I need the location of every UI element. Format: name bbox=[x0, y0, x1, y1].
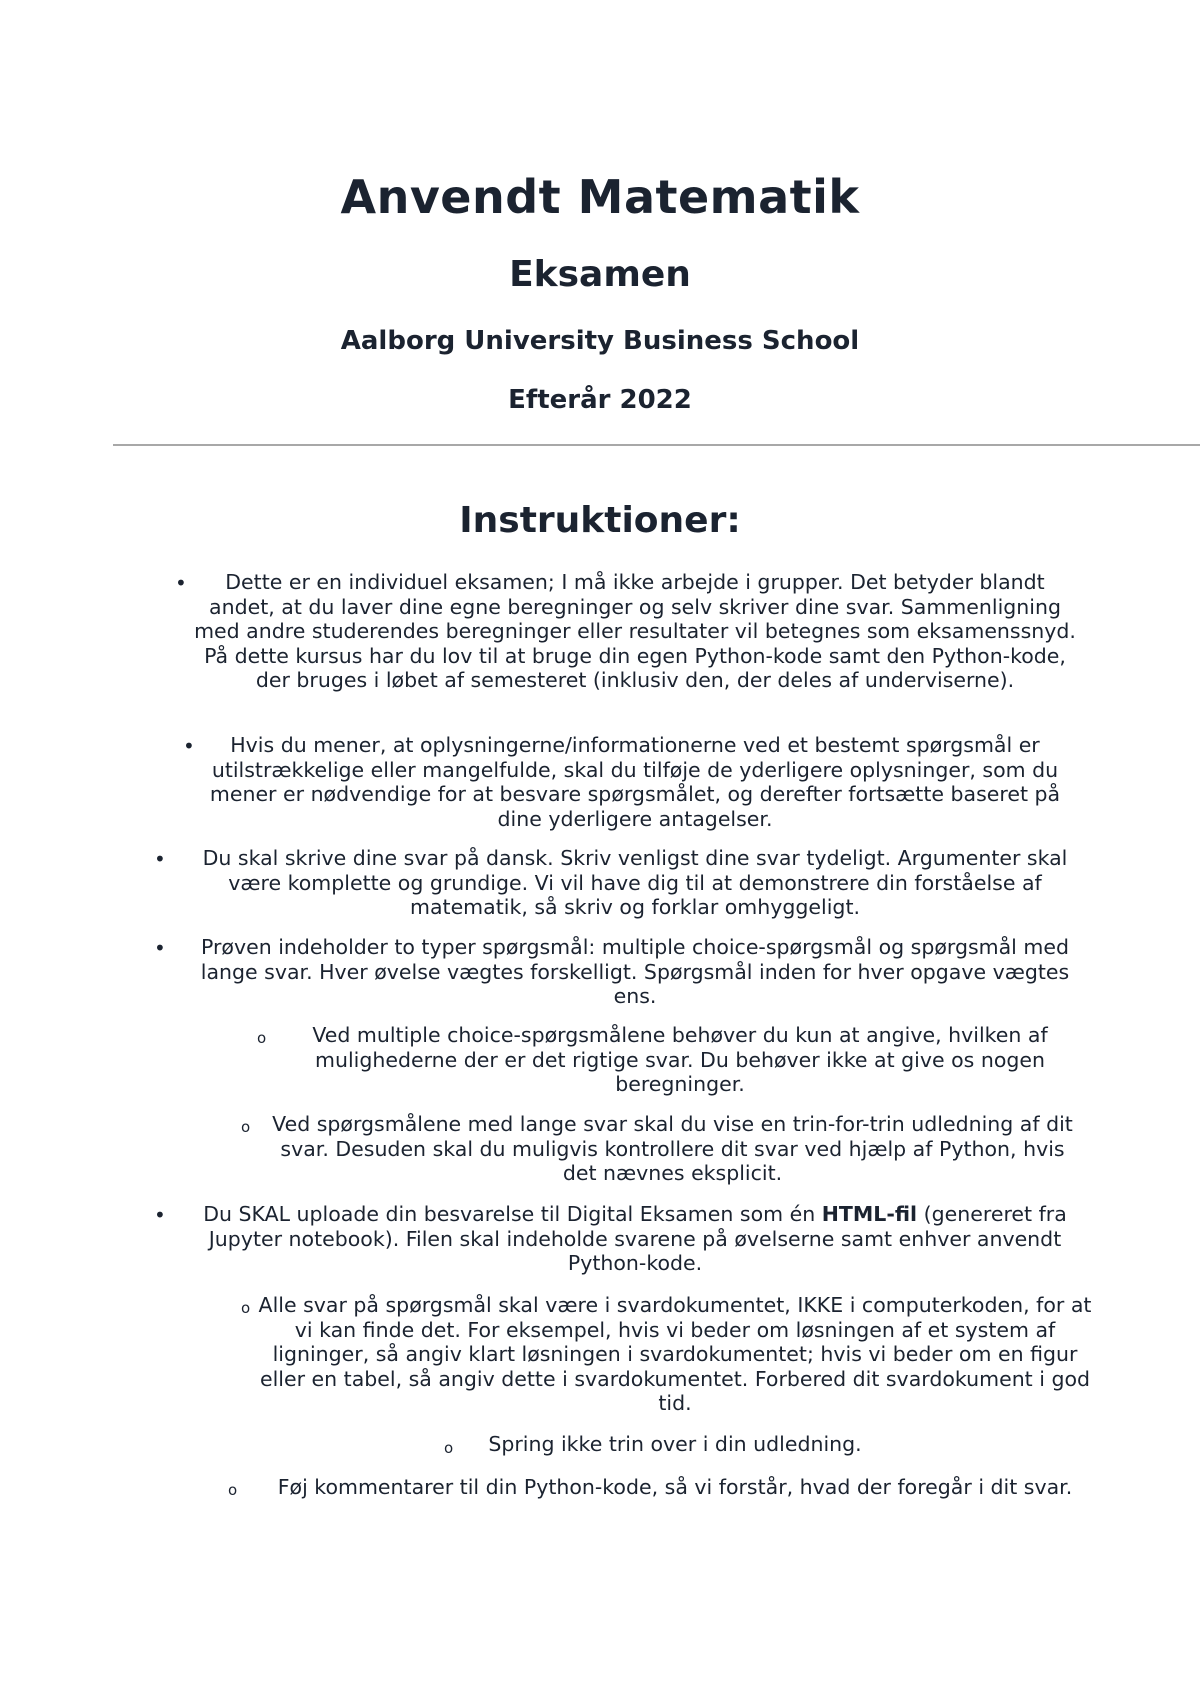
bullet-icon: • bbox=[154, 847, 166, 871]
bullet-icon: • bbox=[183, 734, 195, 758]
sub-bullet-icon: o bbox=[228, 1481, 238, 1499]
upload-text-start: Du SKAL uploade din besvarelse til Digital Eksamen som én bbox=[203, 1202, 816, 1226]
instruction-item-language: Du skal skrive dine svar på dansk. Skriv venligst dine svar tydeligt. Argumenter skal være komplette og grundige. Vi vil have dig til at demonstrere din forståelse af matematik, så skriv og forklar omhyggeligt. bbox=[202, 846, 1068, 919]
instruction-item-individual: Dette er en individuel eksamen; I må ikke arbejde i grupper. Det betyder blandt andet, at du laver dine egne beregninger og selv skriver dine svar. Sammenligning med andre studerendes beregninger eller resultater vil betegnes som eksamenssnyd. På dette kursus har du lov til at bruge din egen Python-kode samt den Python-kode, der bruges i løbet af semesteret (inklusiv den, der deles af underviserne). bbox=[194, 570, 1076, 692]
document-title: Anvendt Matematik bbox=[340, 170, 860, 224]
sub-bullet-icon: o bbox=[444, 1439, 454, 1457]
school-name: Aalborg University Business School bbox=[340, 326, 860, 356]
horizontal-divider bbox=[113, 444, 1200, 446]
sub-bullet-icon: o bbox=[241, 1299, 251, 1317]
sub-bullet-icon: o bbox=[241, 1118, 251, 1136]
instruction-subitem-long-answer: Ved spørgsmålene med lange svar skal du vise en trin-for-trin udledning af dit svar. Desuden skal du muligvis kontrollere dit svar ved hjælp af Python, hvis det nævnes eksplicit. bbox=[272, 1112, 1073, 1185]
html-file-emphasis: HTML-fil bbox=[821, 1202, 918, 1226]
instruction-item-upload bbox=[180, 1202, 1090, 1276]
document-subtitle: Eksamen bbox=[509, 254, 691, 295]
instructions-heading: Instruktioner: bbox=[459, 500, 741, 541]
instruction-item-question-types: Prøven indeholder to typer spørgsmål: multiple choice-spørgsmål og spørgsmål med lange svar. Hver øvelse vægtes forskelligt. Spørgsmål inden for hver opgave vægtes ens. bbox=[200, 935, 1070, 1008]
bullet-icon: • bbox=[175, 571, 187, 595]
bullet-icon: • bbox=[154, 936, 166, 960]
bullet-icon: • bbox=[154, 1203, 166, 1227]
instruction-subitem-no-skipping: Spring ikke trin over i din udledning. bbox=[488, 1432, 862, 1456]
upload-text-end: (genereret fra Jupyter notebook). Filen skal indeholde svarene på øvelserne samt enhver anvendt Python-kode. bbox=[208, 1202, 1067, 1275]
instruction-subitem-comments: Føj kommentarer til din Python-kode, så vi forstår, hvad der foregår i dit svar. bbox=[277, 1475, 1073, 1499]
term-label: Efterår 2022 bbox=[508, 385, 692, 415]
sub-bullet-icon: o bbox=[257, 1029, 267, 1047]
instruction-subitem-multiple-choice: Ved multiple choice-spørgsmålene behøver du kun at angive, hvilken af mulighederne der er det rigtige svar. Du behøver ikke at give os nogen beregninger. bbox=[312, 1023, 1048, 1096]
instruction-subitem-answer-document: Alle svar på spørgsmål skal være i svardokumentet, IKKE i computerkoden, for at vi kan finde det. For eksempel, hvis vi beder om løsningen af et system af ligninger, så angiv klart løsningen i svardokumentet; hvis vi beder om en figur eller en tabel, så angiv dette i svardokumentet. Forbered dit svardokument i god tid. bbox=[258, 1293, 1092, 1415]
instruction-item-missing-info: Hvis du mener, at oplysningerne/informationerne ved et bestemt spørgsmål er utilstrækkelige eller mangelfulde, skal du tilføje de yderligere oplysninger, som du mener er nødvendige for at besvare spørgsmålet, og derefter fortsætte baseret på dine yderligere antagelser. bbox=[209, 733, 1061, 831]
